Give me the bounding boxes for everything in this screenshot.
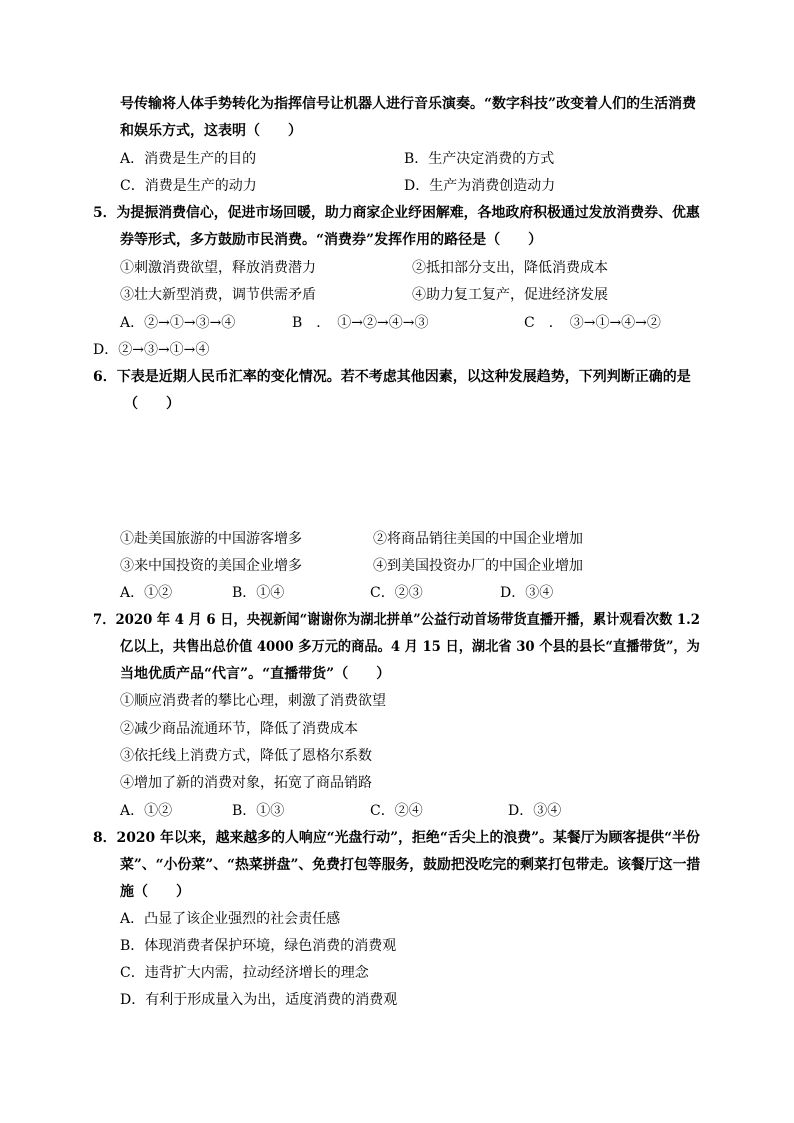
q7-stem-line3: 当地优质产品“代言”。“直播带货”（ ） xyxy=(120,666,391,682)
q8-stem-line3: 施（ ） xyxy=(120,884,190,900)
q6-item-3: ③来中国投资的美国企业增多 xyxy=(120,558,302,574)
q5-option-a: A．②→①→③→④ xyxy=(120,315,236,331)
q5-option-d: D．②→③→①→④ xyxy=(93,342,210,358)
q8-stem-line1: 8．2020 年以来，越来越多的人响应“光盘行动”，拒绝“舌尖上的浪费”。某餐厅为顾客提供“半份 xyxy=(93,830,700,846)
q6-option-c: C．②③ xyxy=(370,585,423,601)
q5-item-3: ③壮大新型消费，调节供需矛盾 xyxy=(120,287,316,303)
q4-option-b: B．生产决定消费的方式 xyxy=(404,151,555,167)
q7-item-1: ①顺应消费者的攀比心理，刺激了消费欲望 xyxy=(120,693,386,709)
q6-item-2: ②将商品销往美国的中国企业增加 xyxy=(373,531,583,547)
q5-item-1: ①刺激消费欲望，释放消费潜力 xyxy=(120,260,316,276)
q4-option-d: D．生产为消费创造动力 xyxy=(404,178,556,194)
q4-option-a: A．消费是生产的目的 xyxy=(120,151,257,167)
q5-item-4: ④助力复工复产，促进经济发展 xyxy=(412,287,608,303)
q7-option-a: A．①② xyxy=(120,803,173,819)
q7-option-d: D．③④ xyxy=(508,803,562,819)
q5-item-2: ②抵扣部分支出，降低消费成本 xyxy=(412,260,608,276)
q7-option-c: C．②④ xyxy=(370,803,423,819)
q5-option-b: B ． ①→②→④→③ xyxy=(292,315,429,331)
q6-stem-line1: 6．下表是近期人民币汇率的变化情况。若不考虑其他因素，以这种发展趋势，下列判断正确的是 xyxy=(93,369,691,385)
q5-stem-line1: 5．为提振消费信心，促进市场回暖，助力商家企业纾困解难，各地政府积极通过发放消费券、优惠 xyxy=(93,205,700,221)
q4-stem-line2: 和娱乐方式，这表明（ ） xyxy=(120,123,302,139)
q8-option-c: C．违背扩大内需，拉动经济增长的理念 xyxy=(120,965,369,981)
q8-option-d: D．有利于形成量入为出，适度消费的消费观 xyxy=(120,992,398,1008)
q6-option-b: B．①④ xyxy=(232,585,285,601)
q6-stem-line2: （ ） xyxy=(124,396,180,412)
q6-item-4: ④到美国投资办厂的中国企业增加 xyxy=(373,558,583,574)
q6-option-d: D．③④ xyxy=(500,585,554,601)
q8-stem-line2: 菜”、“小份菜”、“热菜拼盘”、免费打包等服务，鼓励把没吃完的剩菜打包带走。该餐厅这一措 xyxy=(120,857,701,873)
q6-option-a: A．①② xyxy=(120,585,173,601)
q7-stem-line2: 亿以上，共售出总价值 4000 多万元的商品。4 月 15 日，湖北省 30 个县的县长“直播带货”，为 xyxy=(120,639,700,655)
q7-item-2: ②减少商品流通环节，降低了消费成本 xyxy=(120,721,358,737)
q7-option-b: B．①③ xyxy=(232,803,285,819)
q8-option-a: A．凸显了该企业强烈的社会责任感 xyxy=(120,911,341,927)
q7-item-4: ④增加了新的消费对象，拓宽了商品销路 xyxy=(120,775,372,791)
q7-stem-line1: 7．2020 年 4 月 6 日，央视新闻“谢谢你为湖北拼单”公益行动首场带货直播开播，累计观看次数 1.2 xyxy=(93,612,700,628)
q4-stem-line1: 号传输将人体手势转化为指挥信号让机器人进行音乐演奏。“数字科技”改变着人们的生活消费 xyxy=(120,96,697,112)
q8-option-b: B．体现消费者保护环境，绿色消费的消费观 xyxy=(120,938,397,954)
q4-option-c: C．消费是生产的动力 xyxy=(120,178,257,194)
q5-stem-line2: 券等形式，多方鼓励市民消费。“消费券”发挥作用的路径是（ ） xyxy=(120,232,543,248)
q7-item-3: ③依托线上消费方式，降低了恩格尔系数 xyxy=(120,748,372,764)
q5-option-c: C ． ③→①→④→② xyxy=(524,315,661,331)
q6-item-1: ①赴美国旅游的中国游客增多 xyxy=(120,531,302,547)
